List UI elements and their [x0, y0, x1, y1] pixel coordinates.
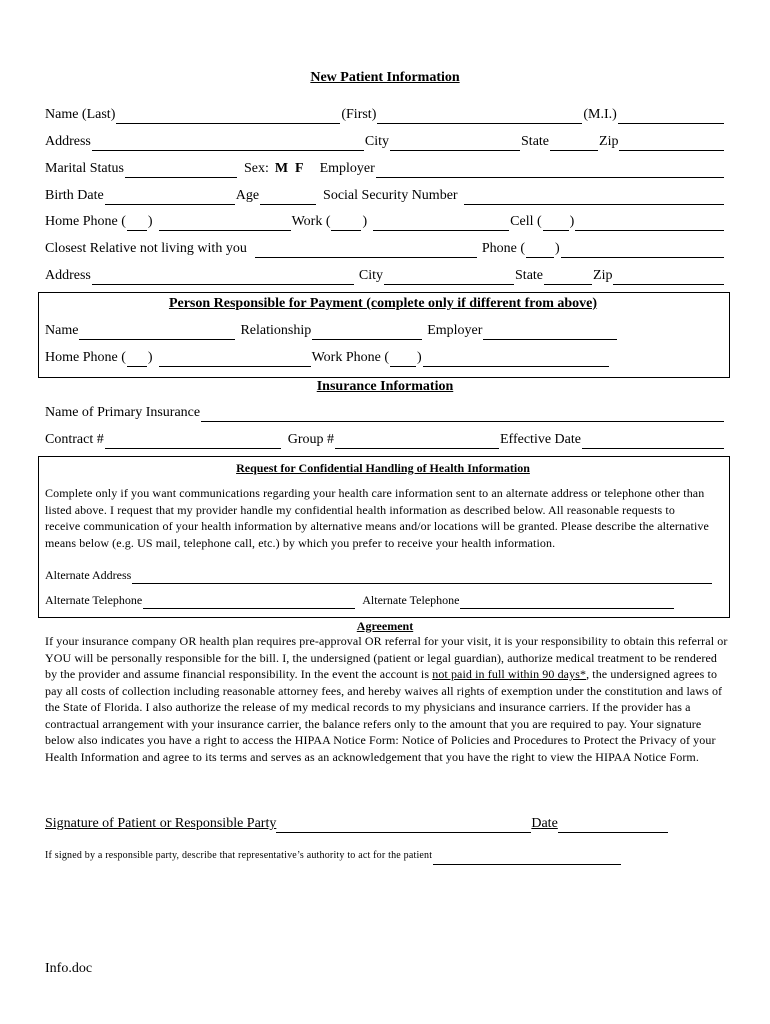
name-row: [45, 106, 725, 124]
work-phone-field[interactable]: [373, 216, 509, 231]
sex-label: Sex:: [243, 161, 269, 176]
responsible-home-phone-label: Home Phone (: [45, 350, 126, 365]
responsible-work-phone-field[interactable]: [423, 352, 609, 367]
phone-row: [45, 213, 725, 231]
employer-label: Employer: [319, 161, 375, 176]
contract-field[interactable]: [105, 434, 281, 449]
relative-address-row: [45, 267, 725, 285]
group-field[interactable]: [335, 434, 499, 449]
home-phone-label: Home Phone (: [45, 214, 126, 229]
home-phone-area-field[interactable]: [127, 216, 147, 231]
alt-phone-row: [45, 591, 713, 609]
zip2-field[interactable]: [613, 270, 724, 285]
primary-insurance-row: [45, 404, 725, 422]
responsible-employer-label: Employer: [427, 323, 483, 338]
address-row: [45, 133, 725, 151]
alt-address-label: Alternate Address: [45, 568, 132, 582]
relative-phone-label: Phone (: [481, 241, 525, 256]
contract-row: [45, 431, 725, 449]
home-phone-paren: ): [147, 214, 153, 229]
responsible-employer-field[interactable]: [483, 325, 617, 340]
cell-area-field[interactable]: [543, 216, 569, 231]
effective-date-field[interactable]: [582, 434, 724, 449]
closest-relative-label: Closest Relative not living with you: [45, 241, 247, 256]
birth-row: [45, 187, 725, 205]
alt-phone1-label: Alternate Telephone: [45, 593, 143, 607]
state-field[interactable]: [550, 136, 598, 151]
city2-field[interactable]: [384, 270, 514, 285]
name-last-field[interactable]: [116, 109, 340, 124]
mi-field[interactable]: [618, 109, 724, 124]
sex-options[interactable]: M F: [274, 161, 304, 176]
alt-address-field[interactable]: [132, 572, 712, 584]
representative-label: If signed by a responsible party, describe that representative’s authority to act for the patient: [45, 850, 433, 861]
confidential-heading: Request for Confidential Handling of Health Information: [236, 461, 530, 475]
confidential-body: Complete only if you want communications regarding your health care information sent to an alternate address or telephone other than listed above. I request that my provider handle my confidential health information as described below. All reasonable requests to receive communication of your health information by alternative means and/or locations will be granted. Please describe the alternative means below (e.g. US mail, telephone call, etc.) by which you prefer to receive your health information.: [45, 486, 709, 550]
cell-label: Cell (: [510, 214, 542, 229]
city-label: City: [364, 134, 390, 149]
city2-label: City: [358, 268, 384, 283]
first-name-field[interactable]: [377, 109, 582, 124]
age-label: Age: [235, 188, 260, 203]
zip2-label: Zip: [593, 268, 613, 283]
responsible-work-paren: ): [416, 350, 422, 365]
signature-row: [45, 815, 725, 833]
birth-date-field[interactable]: [105, 190, 235, 205]
alt-phone2-field[interactable]: [460, 597, 674, 609]
responsible-phone-row: [45, 349, 725, 367]
agreement-underlined: not paid in full within 90 days*: [432, 667, 587, 681]
cell-phone-field[interactable]: [575, 216, 724, 231]
first-label: (First): [341, 107, 377, 122]
zip-label: Zip: [599, 134, 619, 149]
alt-phone2-label: Alternate Telephone: [362, 593, 460, 607]
marital-row: [45, 160, 725, 178]
ssn-label: Social Security Number: [323, 188, 458, 203]
relative-phone-paren: ): [555, 241, 560, 256]
address-field[interactable]: [92, 136, 364, 151]
address2-label: Address: [45, 268, 91, 283]
insurance-heading: Insurance Information: [316, 379, 454, 394]
group-label: Group #: [287, 432, 334, 447]
responsible-work-area-field[interactable]: [390, 352, 416, 367]
contract-label: Contract #: [45, 432, 104, 447]
representative-row: [45, 847, 725, 865]
agreement-text-part2: , the undersigned agrees to pay all costs of collection including reasonable attorney fees, and hereby waives all rights of exemption under the constitution and laws of the State of Florida. I also authorize the release of my medical records to my physicians and insurance carriers. If the provider has a contractual arrangement with your insurance carrier, the balance refers only to the amount that you are required to pay. Your signature below also indicates you have a right to access the HIPAA Notice Form: Notice of Policies and Procedures to Protect the Privacy of your Health Information and agree to its terms and serves as an acknowledgement that you have the right to view the HIPAA Notice Form.: [45, 667, 723, 764]
address-label: Address: [45, 134, 91, 149]
responsible-home-paren: ): [147, 350, 153, 365]
mi-label: (M.I.): [583, 107, 617, 122]
alt-address-row: [45, 566, 713, 584]
signature-date-label: Date: [531, 816, 558, 831]
marital-status-label: Marital Status: [45, 161, 124, 176]
relative-row: [45, 240, 725, 258]
age-field[interactable]: [260, 190, 316, 205]
agreement-heading: Agreement: [356, 619, 414, 633]
relative-phone-area-field[interactable]: [526, 243, 554, 258]
ssn-field[interactable]: [464, 190, 724, 205]
responsible-home-area-field[interactable]: [127, 352, 147, 367]
name-last-label: Name (Last): [45, 107, 116, 122]
relationship-field[interactable]: [312, 325, 422, 340]
responsible-home-phone-field[interactable]: [159, 352, 311, 367]
alt-phone1-field[interactable]: [143, 597, 355, 609]
responsible-name-row: [45, 322, 725, 340]
primary-insurance-field[interactable]: [201, 407, 724, 422]
address2-field[interactable]: [92, 270, 354, 285]
responsible-name-label: Name: [45, 323, 79, 338]
city-field[interactable]: [390, 136, 520, 151]
footer-filename: Info.doc: [45, 961, 93, 976]
state2-label: State: [515, 268, 544, 283]
marital-status-field[interactable]: [125, 163, 237, 178]
closest-relative-field[interactable]: [255, 243, 477, 258]
employer-field[interactable]: [376, 163, 724, 178]
signature-label: Signature of Patient or Responsible Party: [45, 816, 277, 831]
primary-insurance-label: Name of Primary Insurance: [45, 405, 201, 420]
effective-date-label: Effective Date: [500, 432, 581, 447]
signature-date-field[interactable]: [558, 818, 668, 833]
home-phone-field[interactable]: [159, 216, 291, 231]
responsible-heading: Person Responsible for Payment (complete only if different from above): [168, 296, 598, 311]
relative-phone-field[interactable]: [561, 243, 724, 258]
form-title: New Patient Information: [310, 70, 460, 85]
state2-field[interactable]: [544, 270, 592, 285]
relationship-label: Relationship: [240, 323, 312, 338]
agreement-body: [45, 633, 729, 765]
work-label: Work (: [291, 214, 331, 229]
responsible-name-field[interactable]: [79, 325, 235, 340]
zip-field[interactable]: [619, 136, 724, 151]
birth-date-label: Birth Date: [45, 188, 104, 203]
representative-field[interactable]: [433, 855, 621, 865]
state-label: State: [521, 134, 550, 149]
signature-field[interactable]: [276, 818, 531, 833]
responsible-work-phone-label: Work Phone (: [311, 350, 389, 365]
agreement-text-part1: If your insurance company OR health plan requires pre-approval OR referral for your visit, it is your responsibility to obtain this referral or YOU will be personally responsible for the bill. I, the undersigned (patient or legal guardian), authorize medical treatment to be rendered by the provider and assume financial responsibility. In the event the account is: [45, 634, 728, 681]
cell-paren: ): [569, 214, 575, 229]
work-paren: ): [362, 214, 368, 229]
work-area-field[interactable]: [331, 216, 361, 231]
